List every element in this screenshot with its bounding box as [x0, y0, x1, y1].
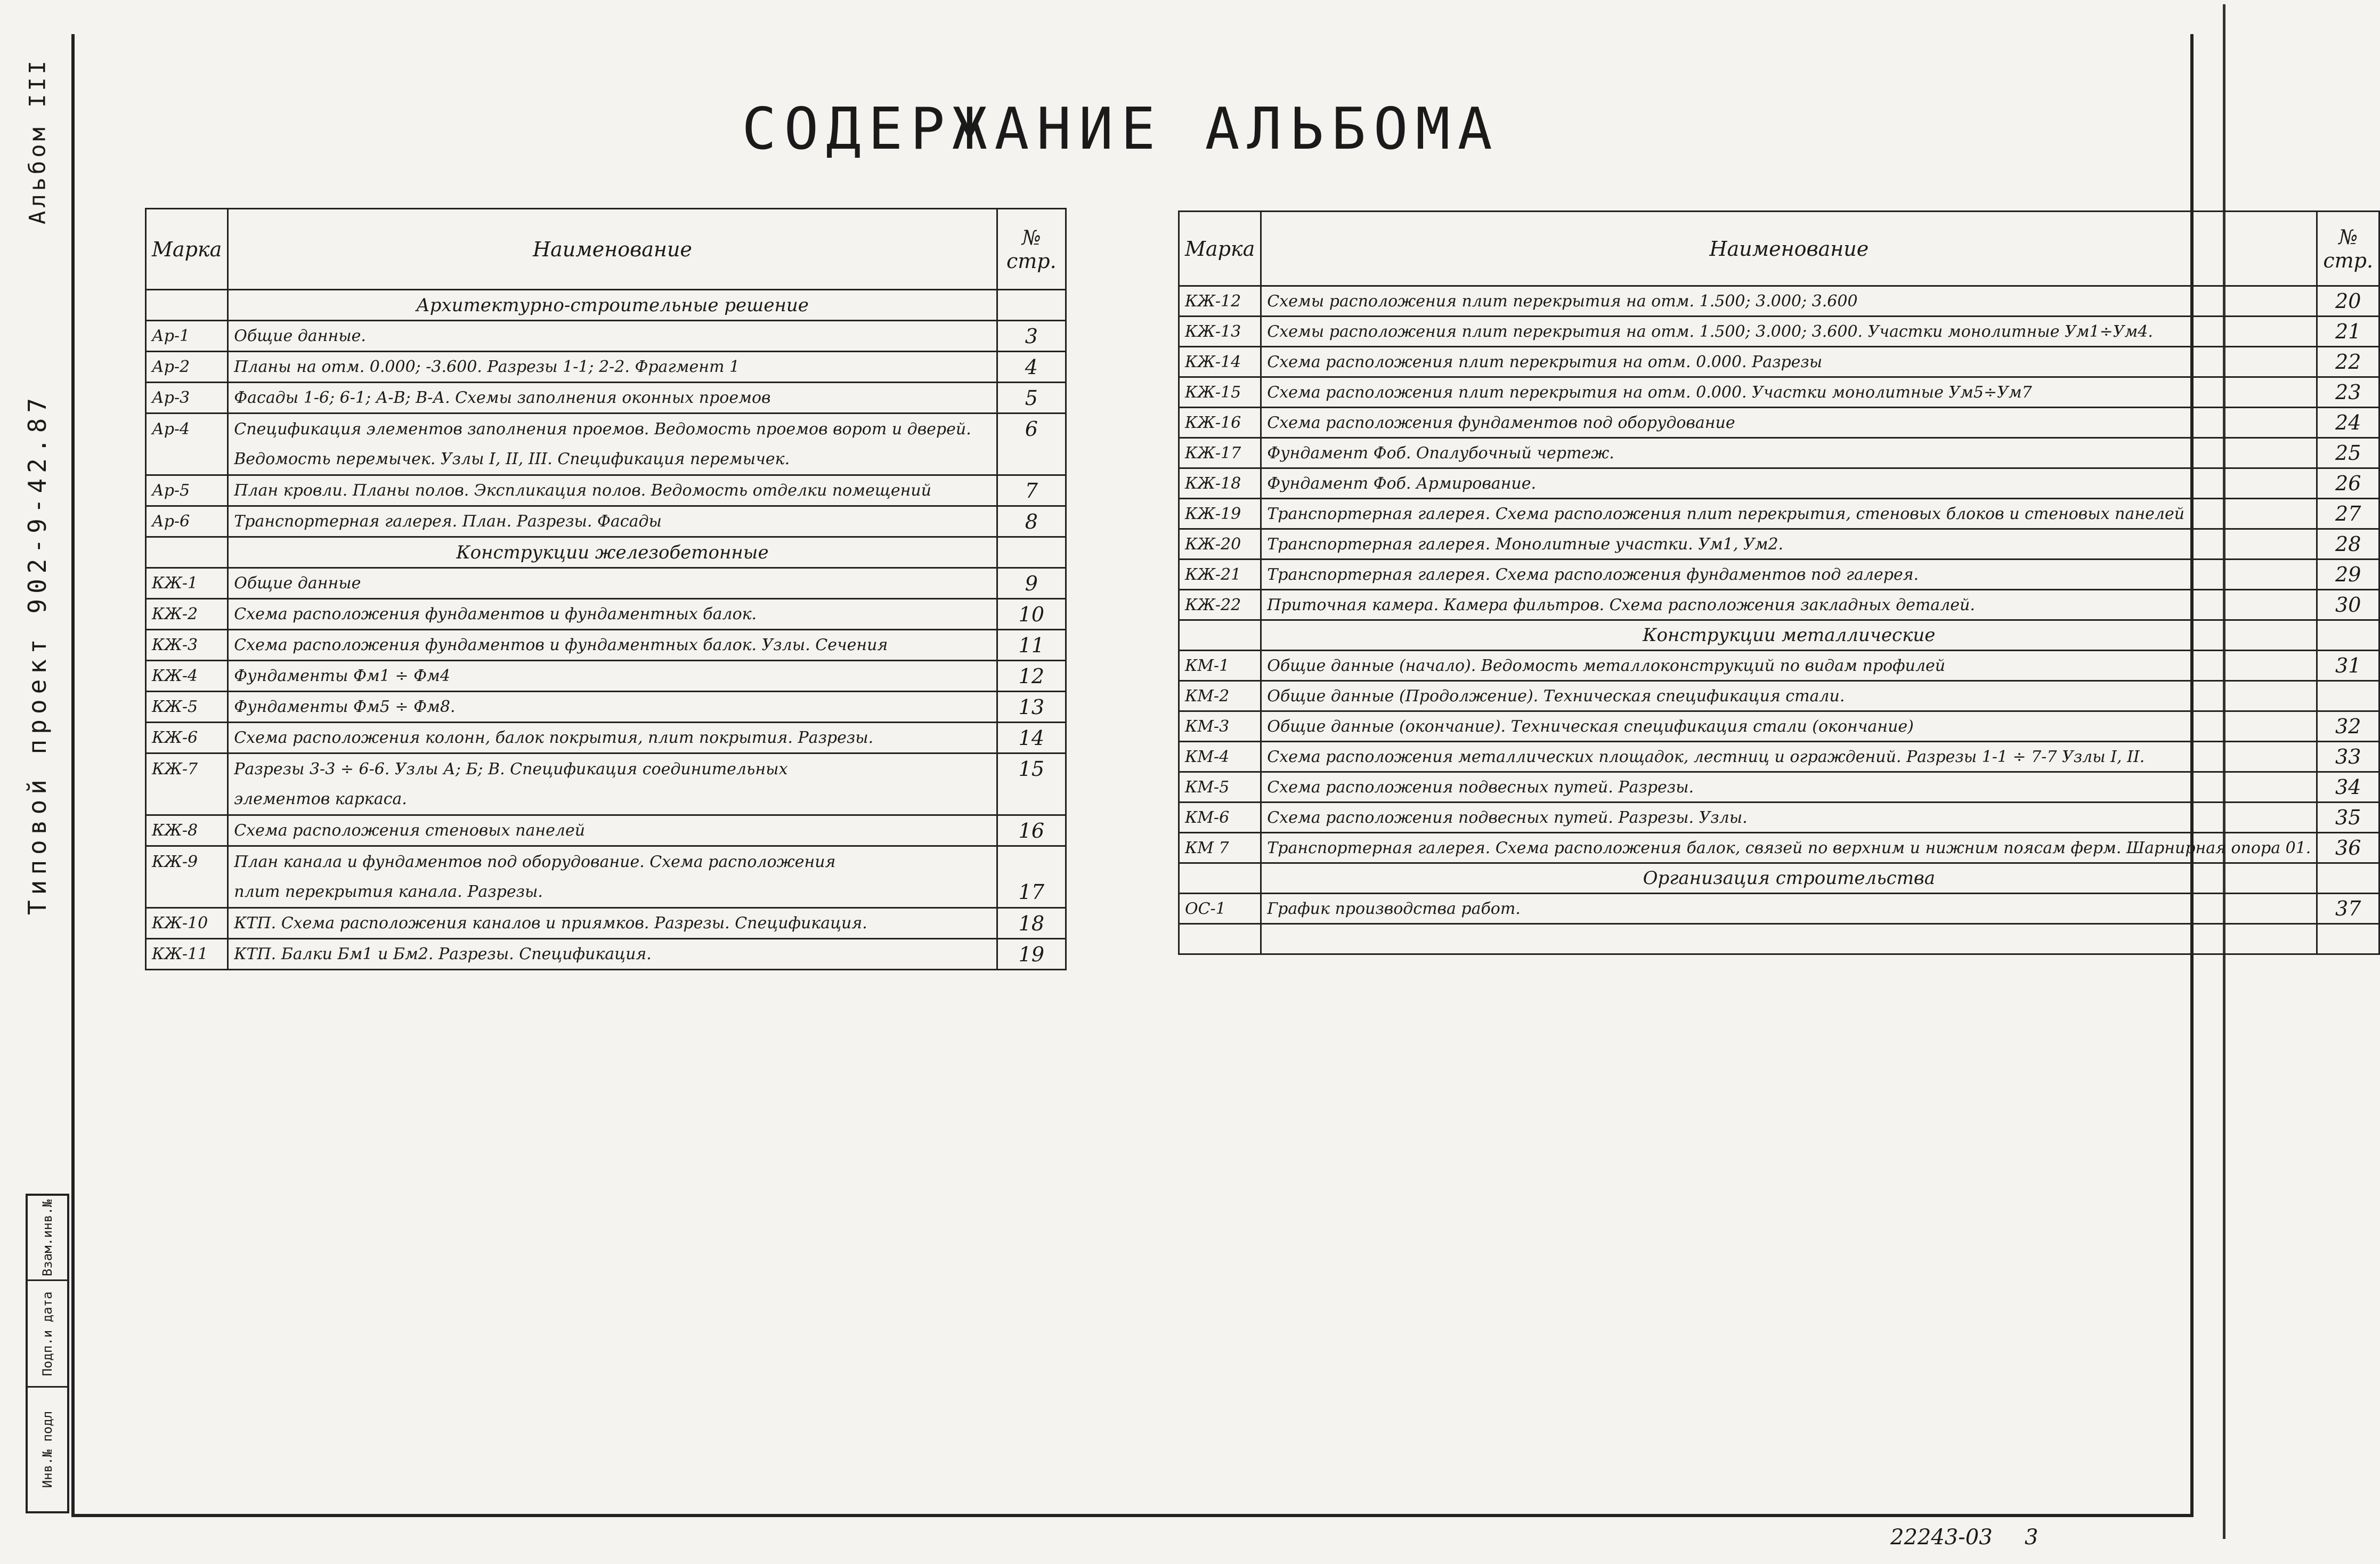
col-header-page [2317, 212, 2379, 286]
row-name: Общие данные (окончание). Техническая спецификация стали (окончание) [1261, 711, 2317, 742]
row-page: 20 [2317, 286, 2379, 317]
row-page: 35 [2317, 803, 2379, 833]
row-mark: КЖ-1 [146, 568, 228, 599]
table-row [1179, 529, 2379, 560]
table-row [1179, 438, 2379, 468]
row-page [997, 784, 1066, 815]
table-row [1179, 711, 2379, 742]
row-name: Общие данные (Продолжение). Техническая спецификация стали. [1261, 681, 2317, 711]
table-row [1179, 286, 2379, 317]
row-page: 15 [997, 753, 1066, 784]
table-row [1179, 651, 2379, 681]
table-row [1179, 560, 2379, 590]
row-page: 7 [997, 475, 1066, 506]
table-row [146, 753, 1066, 784]
table-row [146, 352, 1066, 383]
row-name: Фундамент Фоб. Опалубочный чертеж. [1261, 438, 2317, 468]
table-row [146, 939, 1066, 970]
row-mark: КЖ-10 [146, 908, 228, 939]
section-header-row [146, 537, 1066, 568]
row-name: Схема расположения стеновых панелей [228, 815, 997, 846]
row-mark: КЖ-14 [1179, 347, 1261, 377]
row-mark: Ар-4 [146, 414, 228, 444]
col-header-mark: Марка [1179, 212, 1261, 286]
row-page: 25 [2317, 438, 2379, 468]
section-title: Архитектурно-строительные решение [228, 290, 997, 321]
table-row [146, 784, 1066, 815]
row-page: 37 [2317, 894, 2379, 924]
table-row [1179, 377, 2379, 408]
row-name: Общие данные. [228, 321, 997, 352]
row-mark: Ар-3 [146, 383, 228, 414]
row-mark: КЖ-5 [146, 692, 228, 723]
table-row [146, 877, 1066, 908]
row-mark: КЖ-18 [1179, 468, 1261, 499]
row-name: Общие данные (начало). Ведомость металлоконструкций по видам профилей [1261, 651, 2317, 681]
row-mark: КЖ-12 [1179, 286, 1261, 317]
row-name: Ведомость перемычек. Узлы I, II, III. Спецификация перемычек. [228, 444, 997, 475]
row-name: Схема расположения фундаментов и фундаментных балок. Узлы. Сечения [228, 630, 997, 661]
page-title: СОДЕРЖАНИЕ АЛЬБОМА [742, 96, 1500, 163]
row-name: Схемы расположения плит перекрытия на отм. 1.500; 3.000; 3.600. Участки монолитные Ум1÷Ум4. [1261, 317, 2317, 347]
section-page-cell [997, 537, 1066, 568]
section-page-cell [997, 290, 1066, 321]
row-mark [1179, 924, 1261, 954]
row-name: Транспортерная галерея. Схема расположения балок, связей по верхним и нижним поясам ферм. Шарнирная опора 01. [1261, 833, 2317, 863]
row-page: 8 [997, 506, 1066, 537]
row-page: 4 [997, 352, 1066, 383]
col-header-name: Наименование [228, 209, 997, 290]
table-row [146, 908, 1066, 939]
table-row [146, 661, 1066, 692]
row-page: 22 [2317, 347, 2379, 377]
table-row [146, 414, 1066, 444]
table-row [1179, 468, 2379, 499]
row-name: Схема расположения фундаментов и фундаментных балок. [228, 599, 997, 630]
table-header-row [146, 209, 1066, 290]
col-header-name: Наименование [1261, 212, 2317, 286]
row-mark: Ар-5 [146, 475, 228, 506]
row-name: Схема расположения плит перекрытия на отм. 0.000. Разрезы [1261, 347, 2317, 377]
row-page: 26 [2317, 468, 2379, 499]
row-page: 31 [2317, 651, 2379, 681]
row-page: 13 [997, 692, 1066, 723]
row-page: 36 [2317, 833, 2379, 863]
row-name: Схема расположения металлических площадок, лестниц и ограждений. Разрезы 1-1 ÷ 7-7 Узлы I, II. [1261, 742, 2317, 772]
row-mark: Ар-6 [146, 506, 228, 537]
row-name: Схема расположения фундаментов под оборудование [1261, 408, 2317, 438]
row-name: Транспортерная галерея. Монолитные участки. Ум1, Ум2. [1261, 529, 2317, 560]
row-page: 11 [997, 630, 1066, 661]
row-page: 24 [2317, 408, 2379, 438]
section-header-row [1179, 863, 2379, 894]
table-row [146, 383, 1066, 414]
row-mark: КМ-2 [1179, 681, 1261, 711]
section-mark-cell [1179, 620, 1261, 651]
project-label: Типовой проект 902-9-42.87 [23, 392, 52, 915]
row-page: 34 [2317, 772, 2379, 803]
section-header-row [1179, 620, 2379, 651]
row-page: 19 [997, 939, 1066, 970]
row-name: КТП. Балки Бм1 и Бм2. Разрезы. Спецификация. [228, 939, 997, 970]
row-mark: КЖ-4 [146, 661, 228, 692]
table-row [1179, 894, 2379, 924]
row-mark: КЖ-20 [1179, 529, 1261, 560]
row-name: Транспортерная галерея. План. Разрезы. Фасады [228, 506, 997, 537]
stamp-cell-signature [28, 1281, 67, 1388]
stamp-text: Подп.и дата [40, 1291, 55, 1376]
row-name: Спецификация элементов заполнения проемов. Ведомость проемов ворот и дверей. [228, 414, 997, 444]
row-page [2317, 924, 2379, 954]
document-code: 22243-03 [1890, 1525, 1993, 1550]
row-page: 16 [997, 815, 1066, 846]
col-header-page [997, 209, 1066, 290]
row-mark: ОС-1 [1179, 894, 1261, 924]
row-mark: КМ-4 [1179, 742, 1261, 772]
row-page: 17 [997, 877, 1066, 908]
row-mark: КМ 7 [1179, 833, 1261, 863]
table-row [1179, 681, 2379, 711]
table-row [1179, 590, 2379, 620]
row-mark: КЖ-2 [146, 599, 228, 630]
table-row [146, 568, 1066, 599]
row-mark: Ар-2 [146, 352, 228, 383]
header-number-sign: № [2338, 225, 2358, 249]
row-mark [146, 784, 228, 815]
stamp-cell-replacement [28, 1196, 67, 1281]
row-mark: КЖ-16 [1179, 408, 1261, 438]
row-page: 29 [2317, 560, 2379, 590]
row-name: График производства работ. [1261, 894, 2317, 924]
table-row [146, 815, 1066, 846]
side-title-block [11, 58, 64, 915]
row-mark: КЖ-13 [1179, 317, 1261, 347]
row-name: Планы на отм. 0.000; -3.600. Разрезы 1-1; 2-2. Фрагмент 1 [228, 352, 997, 383]
table-row [146, 444, 1066, 475]
row-mark: КЖ-19 [1179, 499, 1261, 529]
stamp-cell-inventory [28, 1388, 67, 1511]
row-name: Фундамент Фоб. Армирование. [1261, 468, 2317, 499]
row-name: Транспортерная галерея. Схема расположения плит перекрытия, стеновых блоков и стеновых панелей [1261, 499, 2317, 529]
row-mark: Ар-1 [146, 321, 228, 352]
row-mark: КМ-3 [1179, 711, 1261, 742]
row-page [2317, 681, 2379, 711]
table-row [1179, 317, 2379, 347]
toc-body-left [146, 290, 1066, 970]
row-page: 12 [997, 661, 1066, 692]
section-mark-cell [146, 537, 228, 568]
table-header-row [1179, 212, 2379, 286]
row-page: 21 [2317, 317, 2379, 347]
table-row [1179, 347, 2379, 377]
album-label: Альбом III [24, 58, 51, 224]
table-row [146, 475, 1066, 506]
header-page-abbr: стр. [1006, 249, 1057, 273]
section-header-row [146, 290, 1066, 321]
section-page-cell [2317, 620, 2379, 651]
table-row [146, 321, 1066, 352]
table-row [1179, 833, 2379, 863]
row-mark: КЖ-8 [146, 815, 228, 846]
row-page: 32 [2317, 711, 2379, 742]
row-name: План кровли. Планы полов. Экспликация полов. Ведомость отделки помещений [228, 475, 997, 506]
table-row [1179, 742, 2379, 772]
row-name: Схема расположения подвесных путей. Разрезы. [1261, 772, 2317, 803]
row-name: Фасады 1-6; 6-1; А-В; В-А. Схемы заполнения оконных проемов [228, 383, 997, 414]
section-title: Конструкции железобетонные [228, 537, 997, 568]
table-row [1179, 803, 2379, 833]
row-mark [146, 877, 228, 908]
row-page: 14 [997, 723, 1066, 753]
row-page: 5 [997, 383, 1066, 414]
table-row [1179, 772, 2379, 803]
row-name [1261, 924, 2317, 954]
row-mark [146, 444, 228, 475]
row-page: 27 [2317, 499, 2379, 529]
row-name: КТП. Схема расположения каналов и приямков. Разрезы. Спецификация. [228, 908, 997, 939]
row-mark: КЖ-17 [1179, 438, 1261, 468]
table-row [146, 846, 1066, 877]
col-header-mark: Марка [146, 209, 228, 290]
table-row [146, 723, 1066, 753]
row-name: Общие данные [228, 568, 997, 599]
row-name: плит перекрытия канала. Разрезы. [228, 877, 997, 908]
toc-body-right [1179, 286, 2379, 954]
row-mark: КМ-1 [1179, 651, 1261, 681]
section-title: Организация строительства [1261, 863, 2317, 894]
row-page: 3 [997, 321, 1066, 352]
table-row [1179, 499, 2379, 529]
row-mark: КЖ-7 [146, 753, 228, 784]
section-mark-cell [1179, 863, 1261, 894]
row-name: элементов каркаса. [228, 784, 997, 815]
section-title: Конструкции металлические [1261, 620, 2317, 651]
row-name: Разрезы 3-3 ÷ 6-6. Узлы А; Б; В. Спецификация соединительных [228, 753, 997, 784]
row-mark: КМ-5 [1179, 772, 1261, 803]
row-name: Схема расположения подвесных путей. Разрезы. Узлы. [1261, 803, 2317, 833]
header-page-abbr: стр. [2323, 248, 2374, 272]
row-name: Фундаменты Фм5 ÷ Фм8. [228, 692, 997, 723]
stamp-text: Инв.№ подл [40, 1411, 55, 1488]
row-page: 30 [2317, 590, 2379, 620]
row-page: 6 [997, 414, 1066, 444]
row-page: 23 [2317, 377, 2379, 408]
table-row [1179, 924, 2379, 954]
table-row [146, 692, 1066, 723]
row-mark: КЖ-6 [146, 723, 228, 753]
sheet-number: 3 [2025, 1525, 2038, 1550]
row-mark: КЖ-11 [146, 939, 228, 970]
toc-table-right [1178, 210, 2380, 955]
row-name: Приточная камера. Камера фильтров. Схема расположения закладных деталей. [1261, 590, 2317, 620]
row-page: 10 [997, 599, 1066, 630]
row-name: Фундаменты Фм1 ÷ Фм4 [228, 661, 997, 692]
header-number-sign: № [1021, 225, 1041, 249]
row-page: 28 [2317, 529, 2379, 560]
row-mark: КМ-6 [1179, 803, 1261, 833]
row-mark: КЖ-9 [146, 846, 228, 877]
row-page: 33 [2317, 742, 2379, 772]
row-mark: КЖ-21 [1179, 560, 1261, 590]
approval-stamp [26, 1194, 69, 1513]
row-page [997, 846, 1066, 877]
table-row [146, 630, 1066, 661]
table-row [1179, 408, 2379, 438]
row-name: Транспортерная галерея. Схема расположения фундаментов под галерея. [1261, 560, 2317, 590]
row-page: 9 [997, 568, 1066, 599]
stamp-text: Взам.инв.№ [40, 1199, 55, 1276]
row-name: Схема расположения колонн, балок покрытия, плит покрытия. Разрезы. [228, 723, 997, 753]
row-page [997, 444, 1066, 475]
table-row [146, 506, 1066, 537]
table-row [146, 599, 1066, 630]
row-page: 18 [997, 908, 1066, 939]
row-name: Схема расположения плит перекрытия на отм. 0.000. Участки монолитные Ум5÷Ум7 [1261, 377, 2317, 408]
section-page-cell [2317, 863, 2379, 894]
section-mark-cell [146, 290, 228, 321]
row-name: План канала и фундаментов под оборудование. Схема расположения [228, 846, 997, 877]
row-mark: КЖ-15 [1179, 377, 1261, 408]
row-name: Схемы расположения плит перекрытия на отм. 1.500; 3.000; 3.600 [1261, 286, 2317, 317]
toc-table-left [145, 208, 1067, 970]
row-mark: КЖ-22 [1179, 590, 1261, 620]
row-mark: КЖ-3 [146, 630, 228, 661]
